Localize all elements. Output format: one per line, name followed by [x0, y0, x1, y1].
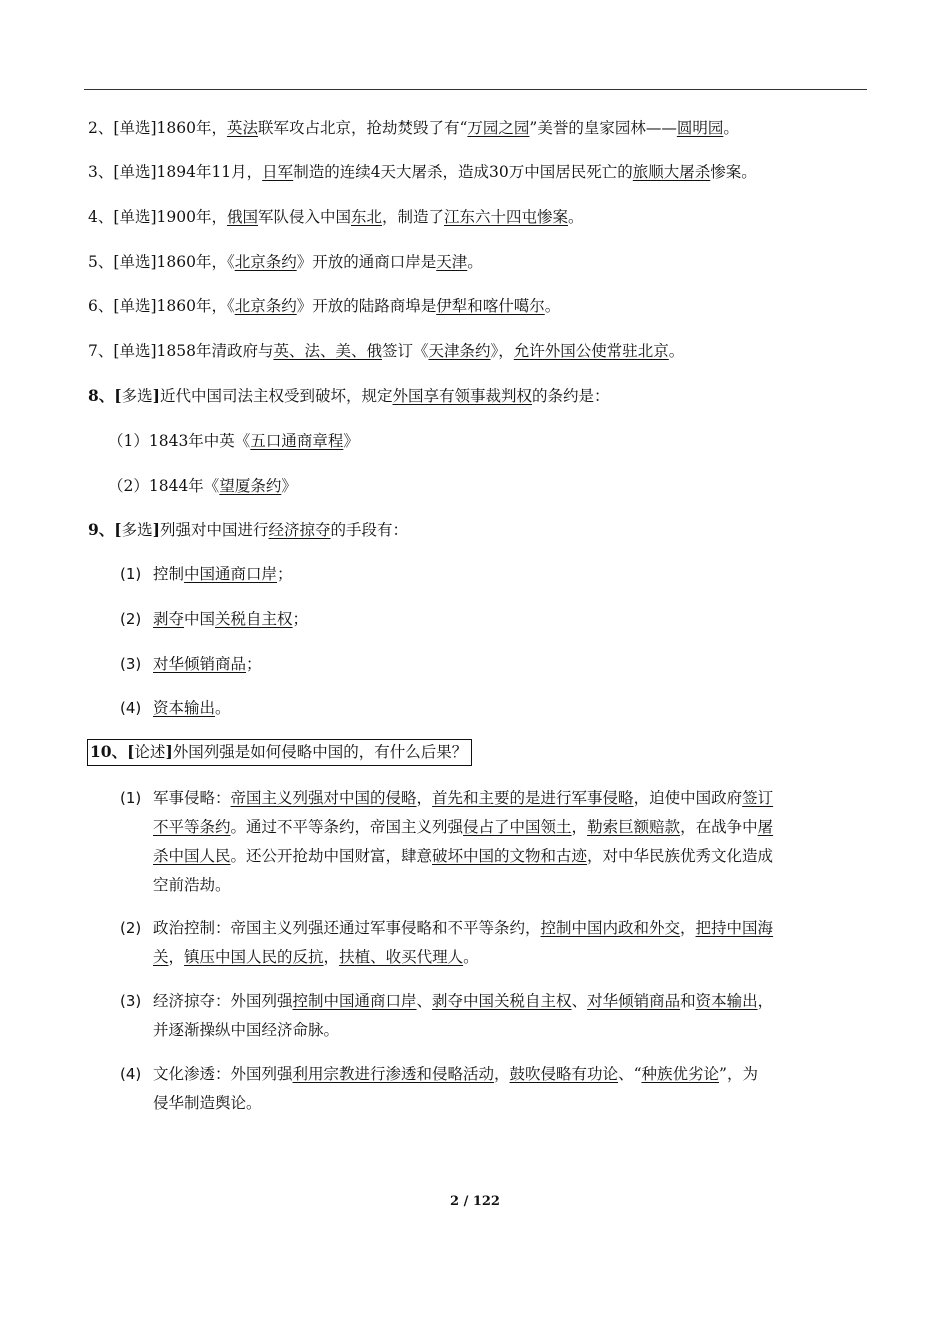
answer-blank: 英法: [226, 119, 258, 137]
question-2: 2、[单选]1860年，英法联军攻占北京，抢劫焚毁了有“万园之园”美誉的皇家园林——圆明园。: [88, 119, 739, 137]
list-number: (4): [120, 699, 142, 717]
question-3: 3、[单选]1894年11月，日军制造的连续4天大屠杀，造成30万中国居民死亡的旅顺大屠杀惨案。: [88, 163, 757, 181]
answer-blank: 东北: [350, 208, 382, 226]
list-item: 资本输出。: [153, 699, 231, 717]
list-number: (3): [120, 992, 142, 1010]
question-number: 8: [88, 386, 99, 405]
question-type: 多选: [121, 387, 153, 405]
question-9: 9、[多选]列强对中国进行经济掠夺的手段有：: [88, 520, 409, 539]
answer-blank: 江东六十四屯惨案: [444, 208, 569, 226]
list-number: (2): [120, 919, 142, 937]
question-6: 6、[单选]1860年，《北京条约》开放的陆路商埠是伊犁和喀什噶尔。: [88, 297, 561, 315]
answer-blank: 万园之园: [467, 119, 530, 137]
question-number: 4: [88, 208, 98, 226]
list-number: (4): [120, 1065, 142, 1083]
page-number: 2 / 122: [450, 1194, 500, 1209]
answer-blank: 经济掠夺: [268, 521, 331, 539]
answer-blank: 资本输出: [153, 699, 216, 717]
question-8: 8、[多选]近代中国司法主权受到破坏，规定外国享有领事裁判权的条约是：: [88, 386, 610, 405]
answer-blank: 英、法、美、俄: [273, 342, 382, 360]
question-5: 5、[单选]1860年，《北京条约》开放的通商口岸是天津。: [88, 253, 483, 271]
list-number: (2): [120, 610, 142, 628]
header-rule: [84, 89, 867, 90]
list-item: 控制中国通商口岸；: [153, 565, 293, 583]
answer-blank: 望厦条约: [219, 477, 282, 495]
question-type: [单选]: [113, 342, 157, 360]
answer-blank: 俄国: [226, 208, 258, 226]
question-7: 7、[单选]1858年清政府与英、法、美、俄签订《天津条约》，允许外国公使常驻北京。: [88, 342, 685, 360]
answer-paragraph-2: 政治控制：帝国主义列强还通过军事侵略和不平等条约，控制中国内政和外交，把持中国海 关，镇压中国人民的反抗，扶植、收买代理人。: [153, 919, 774, 966]
answer-blank: 剥夺: [153, 610, 185, 628]
question-type: 多选: [121, 521, 153, 539]
list-number: (3): [120, 655, 142, 673]
question-number: 2: [88, 119, 98, 137]
answer-paragraph-3: 经济掠夺：外国列强控制中国通商口岸、剥夺中国关税自主权、对华倾销商品和资本输出， 并逐渐操纵中国经济命脉。: [153, 992, 774, 1039]
question-type: 论述: [134, 743, 166, 761]
answer-blank: 旅顺大屠杀: [632, 163, 711, 181]
question-4: 4、[单选]1900年，俄国军队侵入中国东北，制造了江东六十四屯惨案。: [88, 208, 584, 226]
question-number: 7: [88, 342, 98, 360]
answer-blank: 圆明园: [676, 119, 724, 137]
question-number: 9: [88, 520, 99, 539]
question-number: 6: [88, 297, 98, 315]
list-number: (1): [120, 565, 142, 583]
answer-blank: 天津条约: [428, 342, 491, 360]
question-text: 外国列强是如何侵略中国的，有什么后果？: [172, 743, 468, 761]
question-number: 3: [88, 163, 98, 181]
answer-blank: 对华倾销商品: [153, 655, 247, 673]
answer-blank: 天津: [436, 253, 468, 271]
question-type: [单选]: [113, 297, 157, 315]
answer-blank: 北京条约: [234, 297, 297, 315]
answer-blank: 关税自主权: [215, 610, 293, 628]
answer-blank: 日军: [262, 163, 294, 181]
answer-blank: 外国享有领事裁判权: [392, 387, 533, 405]
question-type: [单选]: [113, 253, 157, 271]
question-number: 10: [90, 742, 112, 761]
answer-paragraph-1: 军事侵略：帝国主义列强对中国的侵略，首先和主要的是进行军事侵略，迫使中国政府签订 不平等条约。通过不平等条约，帝国主义列强侵占了中国领土，勒索巨额赔款，在战争中屠 杀中国人民。还公开抢劫中国财富，肆意破坏中国的文物和古迹，对中华民族优秀文化造成 空前浩劫。: [153, 789, 774, 894]
list-item: （1）1843年中英《五口通商章程》: [108, 432, 359, 450]
question-type: [单选]: [113, 208, 157, 226]
answer-blank: 伊犁和喀什噶尔: [436, 297, 545, 315]
list-item: 对华倾销商品；: [153, 655, 262, 673]
answer-blank: 允许外国公使常驻北京: [513, 342, 669, 360]
answer-blank: 五口通商章程: [250, 432, 344, 450]
list-number: (1): [120, 789, 142, 807]
answer-blank: 北京条约: [234, 253, 297, 271]
answer-paragraph-4: 文化渗透：外国列强利用宗教进行渗透和侵略活动，鼓吹侵略有功论、“种族优劣论”，为 侵华制造舆论。: [153, 1065, 758, 1112]
answer-blank: 中国通商口岸: [184, 565, 278, 583]
list-item: （2）1844年《望厦条约》: [108, 477, 297, 495]
question-type: [单选]: [113, 119, 157, 137]
list-item: 剥夺中国关税自主权；: [153, 610, 309, 628]
question-number: 5: [88, 253, 98, 271]
question-type: [单选]: [113, 163, 157, 181]
question-10: 10、[论述]外国列强是如何侵略中国的，有什么后果？: [87, 739, 472, 766]
